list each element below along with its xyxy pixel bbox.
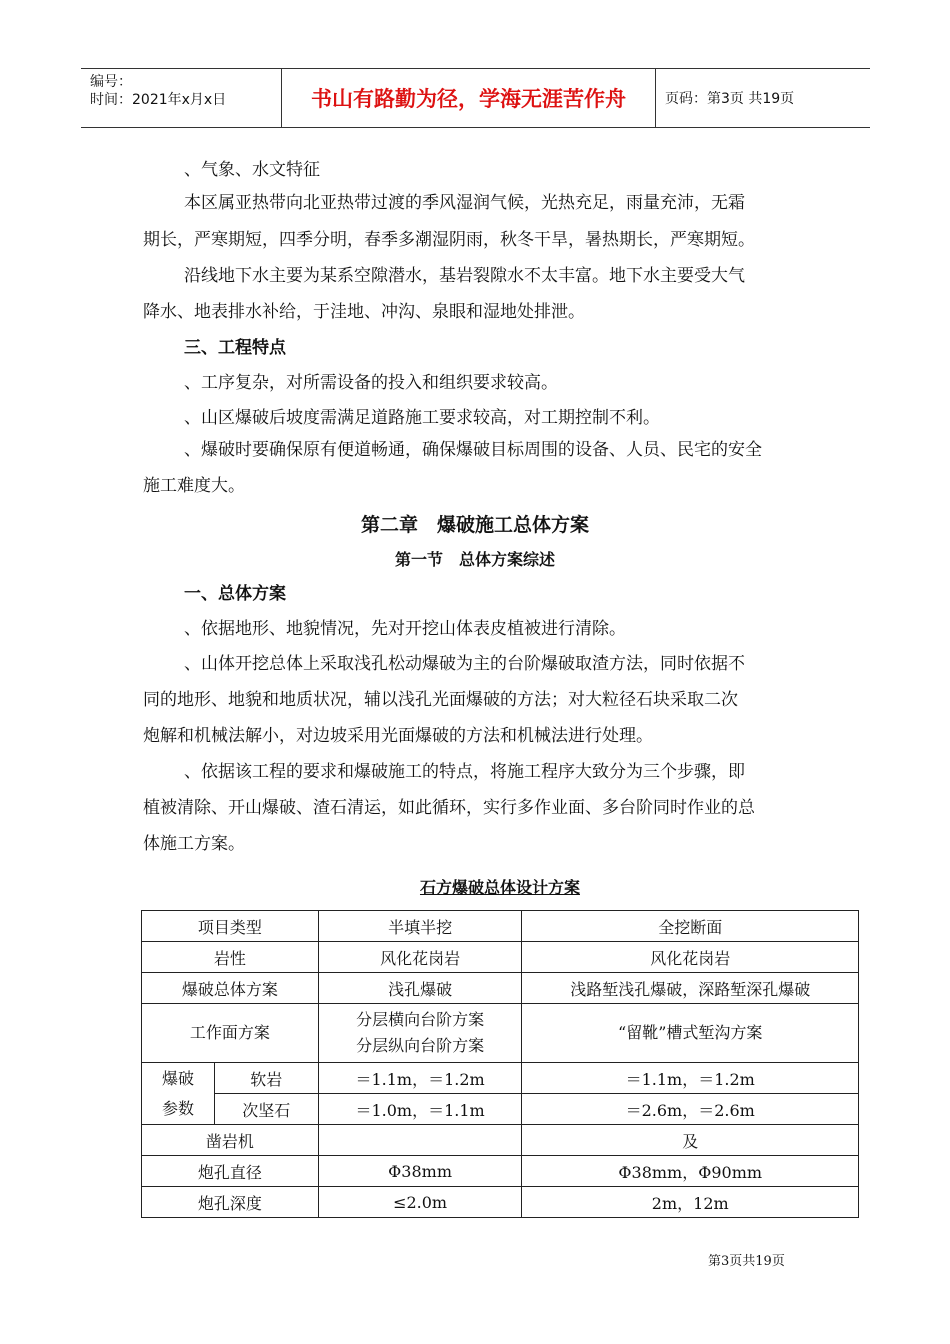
table-cell: ＝1.1m，＝1.2m	[318, 1063, 522, 1094]
paragraph: 降水、地表排水补给，于洼地、冲沟、泉眼和湿地处排泄。	[143, 302, 585, 322]
paragraph: 施工难度大。	[143, 476, 245, 496]
heading-overall-plan: 一、总体方案	[184, 584, 286, 604]
table-cell: 次坚石	[214, 1094, 318, 1125]
table-cell: 浅路堑浅孔爆破，深路堑深孔爆破	[522, 973, 859, 1004]
paragraph: 、山区爆破后坡度需满足道路施工要求较高，对工期控制不利。	[184, 408, 660, 428]
table-cell: 半填半挖	[318, 911, 522, 942]
table-row	[142, 973, 859, 1004]
paragraph: 、爆破时要确保原有便道畅通，确保爆破目标周围的设备、人员、民宅的安全	[184, 440, 762, 460]
blasting-design-table	[141, 910, 859, 1218]
heading-engineering-features: 三、工程特点	[184, 338, 286, 358]
paragraph: 体施工方案。	[143, 834, 245, 854]
table-cell: 炮孔直径	[142, 1156, 319, 1187]
header-page-info: 页码：第3页 共19页	[665, 91, 795, 107]
paragraph: 、山体开挖总体上采取浅孔松动爆破为主的台阶爆破取渣方法，同时依据不	[184, 654, 745, 674]
header-motto: 书山有路勤为径，学海无涯苦作舟	[281, 69, 656, 127]
table-cell: Φ38mm，Φ90mm	[522, 1156, 859, 1187]
paragraph: 本区属亚热带向北亚热带过渡的季风湿润气候，光热充足，雨量充沛，无霜	[184, 193, 745, 213]
table-row	[142, 942, 859, 973]
cell-line: 参数	[161, 1098, 194, 1118]
table-cell: 风化花岗岩	[318, 942, 522, 973]
paragraph: 期长，严寒期短，四季分明，春季多潮湿阴雨，秋冬干旱，暑热期长，严寒期短。	[143, 230, 755, 250]
paragraph: 炮解和机械法解小，对边坡采用光面爆破的方法和机械法进行处理。	[143, 726, 653, 746]
table-caption: 石方爆破总体设计方案	[419, 878, 580, 897]
page-footer: 第3页共19页	[708, 1254, 785, 1269]
table-row	[142, 1187, 859, 1218]
table-row	[142, 911, 859, 942]
table-cell: 炮孔深度	[142, 1187, 319, 1218]
cell-line: 分层纵向台阶方案	[356, 1036, 485, 1055]
table-cell: ＝2.6m，＝2.6m	[522, 1094, 859, 1125]
table-row	[142, 1094, 859, 1125]
table-cell: 工作面方案	[142, 1004, 319, 1063]
header-date: 时间：2021年x月x日	[90, 92, 227, 108]
paragraph: 沿线地下水主要为某系空隙潜水，基岩裂隙水不太丰富。地下水主要受大气	[184, 266, 745, 286]
page-header	[81, 68, 870, 128]
header-meta	[81, 69, 281, 127]
table-cell: 全挖断面	[522, 911, 859, 942]
table-cell	[318, 1004, 522, 1063]
paragraph: 、依据该工程的要求和爆破施工的特点，将施工程序大致分为三个步骤，即	[184, 762, 745, 782]
table-row	[142, 1156, 859, 1187]
table-cell: 软岩	[214, 1063, 318, 1094]
cell-line: 分层横向台阶方案	[356, 1010, 485, 1029]
table-cell: 项目类型	[142, 911, 319, 942]
table-row	[142, 1125, 859, 1156]
paragraph: 、气象、水文特征	[184, 160, 320, 180]
table-cell: “留靴”槽式堑沟方案	[522, 1004, 859, 1063]
table-cell: Φ38mm	[318, 1156, 522, 1187]
table-cell: ≤2.0m	[318, 1187, 522, 1218]
section-title: 第一节 总体方案综述	[394, 550, 555, 569]
table-cell	[142, 1063, 215, 1125]
table-cell: 2m，12m	[522, 1187, 859, 1218]
chapter-title: 第二章 爆破施工总体方案	[360, 514, 589, 536]
table-cell: ＝1.0m，＝1.1m	[318, 1094, 522, 1125]
paragraph: 同的地形、地貌和地质状况，辅以浅孔光面爆破的方法；对大粒径石块采取二次	[143, 690, 738, 710]
header-id: 编号：	[90, 74, 132, 90]
paragraph: 植被清除、开山爆破、渣石清运，如此循环，实行多作业面、多台阶同时作业的总	[143, 798, 755, 818]
paragraph: 、依据地形、地貌情况，先对开挖山体表皮植被进行清除。	[184, 619, 626, 639]
table-cell: 岩性	[142, 942, 319, 973]
paragraph: 、工序复杂，对所需设备的投入和组织要求较高。	[184, 373, 558, 393]
table-cell: ＝1.1m，＝1.2m	[522, 1063, 859, 1094]
table-cell: 风化花岗岩	[522, 942, 859, 973]
table-row	[142, 1004, 859, 1063]
table-row	[142, 1063, 859, 1094]
table-cell	[318, 1125, 522, 1156]
table-cell: 及	[522, 1125, 859, 1156]
table-cell: 浅孔爆破	[318, 973, 522, 1004]
table-cell: 凿岩机	[142, 1125, 319, 1156]
cell-line: 爆破	[161, 1068, 194, 1088]
table-cell: 爆破总体方案	[142, 973, 319, 1004]
